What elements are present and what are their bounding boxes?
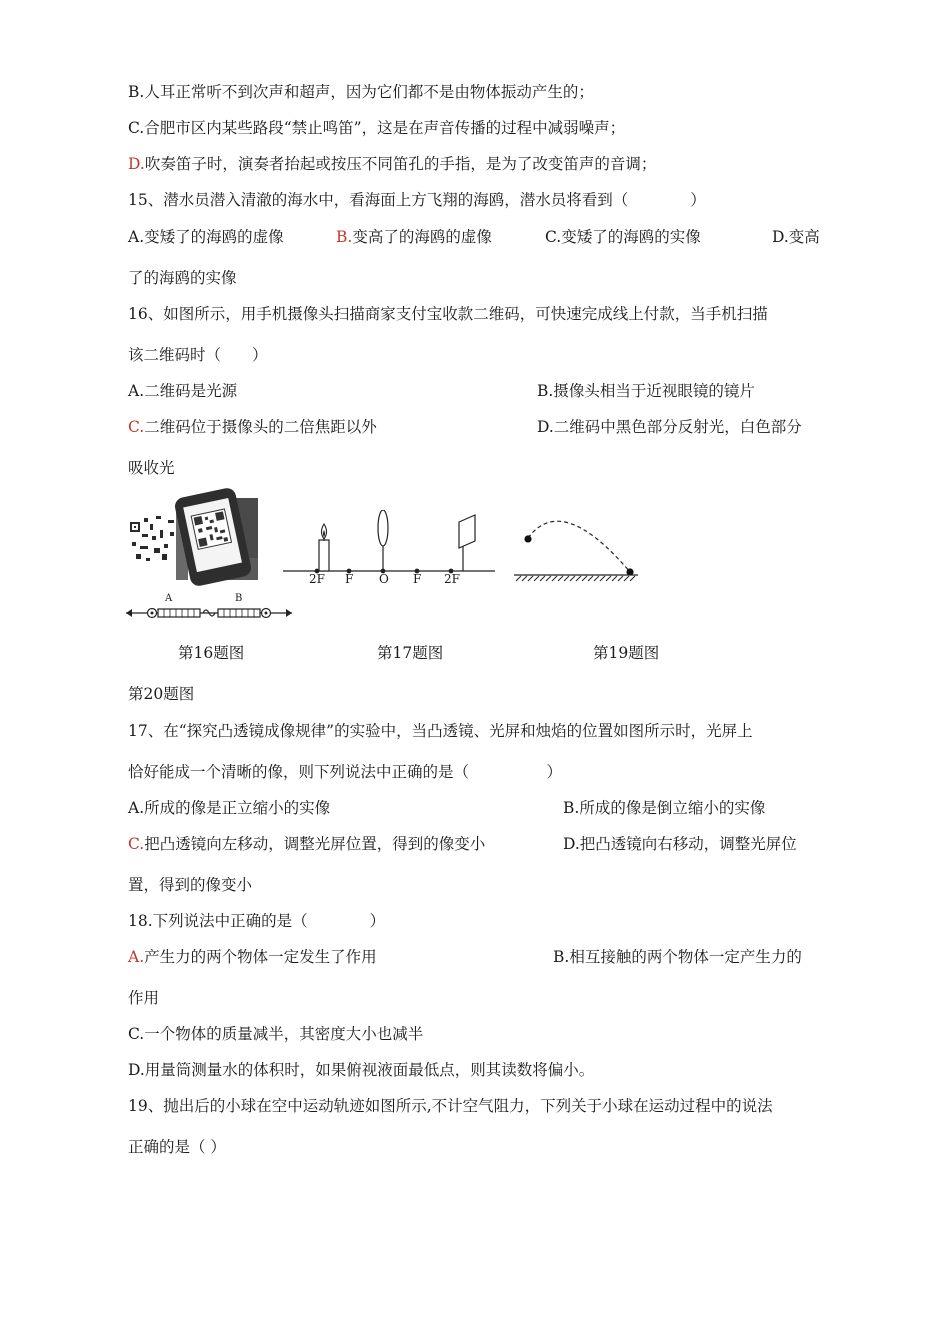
q14-option-b: B.人耳正常听不到次声和超声，因为它们都不是由物体振动产生的； bbox=[128, 83, 594, 101]
q18-option-b: B.相互接触的两个物体一定产生力的 bbox=[553, 948, 802, 966]
answer-letter: B. bbox=[336, 228, 353, 246]
q15-option-b bbox=[336, 227, 492, 247]
option-text: 吹奏笛子时，演奏者抬起或按压不同笛孔的手指，是为了改变笛声的音调； bbox=[144, 155, 657, 173]
q16-option-d: D.二维码中黑色部分反射光，白色部分 bbox=[537, 418, 802, 436]
figure-16-qr-phone bbox=[126, 488, 258, 588]
q19-stem-2: 正确的是（ ） bbox=[128, 1138, 226, 1156]
figure-17-lens-bench bbox=[283, 510, 495, 576]
option-text: 把凸透镜向左移动，调整光屏位置，得到的像变小 bbox=[144, 835, 486, 853]
q17-stem-1: 17、在“探究凸透镜成像规律”的实验中，当凸透镜、光屏和烛焰的位置如图所示时，光屏上 bbox=[128, 722, 753, 740]
q15-option-c: C.变矮了的海鸥的实像 bbox=[545, 228, 701, 246]
q17-stem-2: 恰好能成一个清晰的像，则下列说法中正确的是（ ） bbox=[128, 763, 563, 781]
q16-option-d-cont: 吸收光 bbox=[128, 459, 175, 477]
q16-option-b: B.摄像头相当于近视眼镜的镜片 bbox=[537, 382, 755, 400]
q19-stem-1: 19、抛出后的小球在空中运动轨迹如图所示,不计空气阻力，下列关于小球在运动过程中的说法 bbox=[128, 1097, 773, 1115]
q17-option-a: A.所成的像是正立缩小的实像 bbox=[128, 799, 331, 817]
answer-letter: C. bbox=[128, 835, 145, 853]
q15-option-d-cont: 了的海鸥的实像 bbox=[128, 269, 237, 287]
option-text: 变高了的海鸥的虚像 bbox=[352, 228, 492, 246]
q17-option-d-cont: 置，得到的像变小 bbox=[128, 876, 253, 894]
q14-option-d bbox=[128, 154, 656, 174]
q16-stem-2: 该二维码时（ ） bbox=[128, 346, 268, 364]
q15-option-a: A.变矮了的海鸥的虚像 bbox=[128, 228, 284, 246]
option-text: 产生力的两个物体一定发生了作用 bbox=[144, 948, 377, 966]
q14-option-c: C.合肥市区内某些路段“禁止鸣笛”，这是在声音传播的过程中减弱噪声； bbox=[128, 119, 626, 137]
caption-figure-16: 第16题图 bbox=[178, 644, 245, 662]
q15-option-d: D.变高 bbox=[772, 228, 820, 246]
q18-option-a bbox=[128, 947, 377, 967]
q17-option-b: B.所成的像是倒立缩小的实像 bbox=[563, 799, 766, 817]
answer-letter: D. bbox=[128, 155, 145, 173]
caption-figure-17: 第17题图 bbox=[377, 644, 444, 662]
figure-20-label-b: B bbox=[235, 593, 243, 604]
lens-label-f-right: F bbox=[413, 572, 422, 586]
caption-figure-20: 第20题图 bbox=[128, 685, 195, 703]
q17-option-d: D.把凸透镜向右移动，调整光屏位 bbox=[563, 835, 797, 853]
q17-option-c bbox=[128, 834, 485, 854]
q16-stem-1: 16、如图所示，用手机摄像头扫描商家支付宝收款二维码，可快速完成线上付款，当手机扫描 bbox=[128, 305, 768, 323]
q18-option-c: C.一个物体的质量减半，其密度大小也减半 bbox=[128, 1025, 424, 1043]
q18-option-d: D.用量筒测量水的体积时，如果俯视液面最低点，则其读数将偏小。 bbox=[128, 1061, 595, 1079]
q18-option-b-cont: 作用 bbox=[128, 989, 160, 1007]
lens-label-o: O bbox=[379, 572, 389, 586]
q15-stem: 15、潜水员潜入清澈的海水中，看海面上方飞翔的海鸥，潜水员将看到（ ） bbox=[128, 191, 706, 209]
answer-letter: A. bbox=[128, 948, 145, 966]
caption-figure-19: 第19题图 bbox=[593, 644, 660, 662]
figure-20-magnets bbox=[124, 604, 294, 622]
lens-label-f-left: F bbox=[345, 572, 354, 586]
q16-option-c bbox=[128, 417, 377, 437]
lens-label-2f-right: 2F bbox=[444, 572, 460, 586]
figure-20-label-a: A bbox=[165, 593, 173, 604]
lens-label-2f-left: 2F bbox=[309, 572, 325, 586]
q18-stem: 18.下列说法中正确的是（ ） bbox=[128, 912, 386, 930]
answer-letter: C. bbox=[128, 418, 145, 436]
figure-19-trajectory bbox=[512, 510, 642, 582]
q16-option-a: A.二维码是光源 bbox=[128, 382, 238, 400]
option-text: 二维码位于摄像头的二倍焦距以外 bbox=[144, 418, 377, 436]
